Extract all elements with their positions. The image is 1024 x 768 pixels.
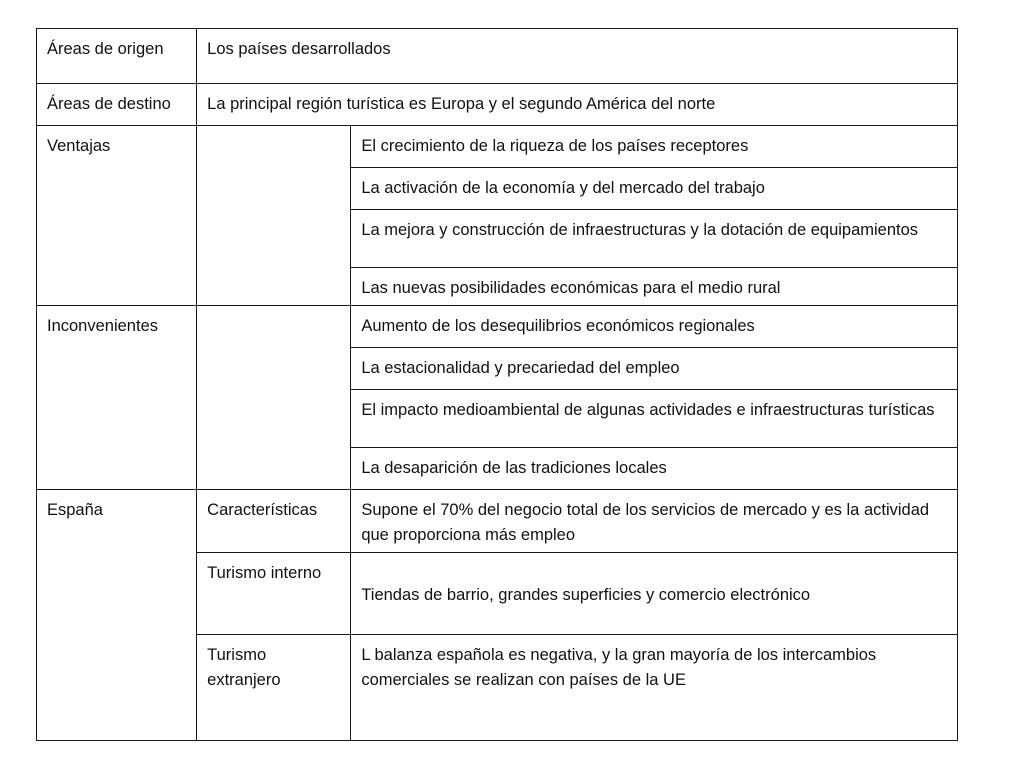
- table-row: [37, 490, 958, 553]
- spain-sub-value: Supone el 70% del negocio total de los servicios de mercado y es la actividad que proporciona más empleo: [351, 490, 958, 553]
- row-label-origin: Áreas de origen: [37, 29, 197, 84]
- spain-sub-value: Tiendas de barrio, grandes superficies y comercio electrónico: [351, 553, 958, 635]
- advantage-item: Las nuevas posibilidades económicas para el medio rural: [351, 268, 958, 306]
- spain-sub-label: Turismo extranjero: [197, 635, 351, 741]
- table-row: [37, 306, 958, 348]
- tourism-summary-table: [36, 28, 958, 741]
- row-label-advantages: Ventajas: [37, 126, 197, 306]
- advantage-item: La mejora y construcción de infraestructuras y la dotación de equipamientos: [351, 210, 958, 268]
- empty-cell: [197, 126, 351, 306]
- table-row: [37, 84, 958, 126]
- table-row: [37, 29, 958, 84]
- drawback-item: La desaparición de las tradiciones locales: [351, 448, 958, 490]
- drawback-item: El impacto medioambiental de algunas actividades e infraestructuras turísticas: [351, 390, 958, 448]
- origin-value: Los países desarrollados: [197, 29, 958, 84]
- advantage-item: El crecimiento de la riqueza de los países receptores: [351, 126, 958, 168]
- row-label-spain: España: [37, 490, 197, 741]
- row-label-drawbacks: Inconvenientes: [37, 306, 197, 490]
- advantage-item: La activación de la economía y del mercado del trabajo: [351, 168, 958, 210]
- drawback-item: Aumento de los desequilibrios económicos regionales: [351, 306, 958, 348]
- row-label-destination: Áreas de destino: [37, 84, 197, 126]
- spain-sub-label: Turismo interno: [197, 553, 351, 635]
- table-row: [37, 126, 958, 168]
- empty-cell: [197, 306, 351, 490]
- spain-sub-label: Características: [197, 490, 351, 553]
- spain-sub-value: L balanza española es negativa, y la gran mayoría de los intercambios comerciales se realizan con países de la UE: [351, 635, 958, 741]
- destination-value: La principal región turística es Europa y el segundo América del norte: [197, 84, 958, 126]
- drawback-item: La estacionalidad y precariedad del empleo: [351, 348, 958, 390]
